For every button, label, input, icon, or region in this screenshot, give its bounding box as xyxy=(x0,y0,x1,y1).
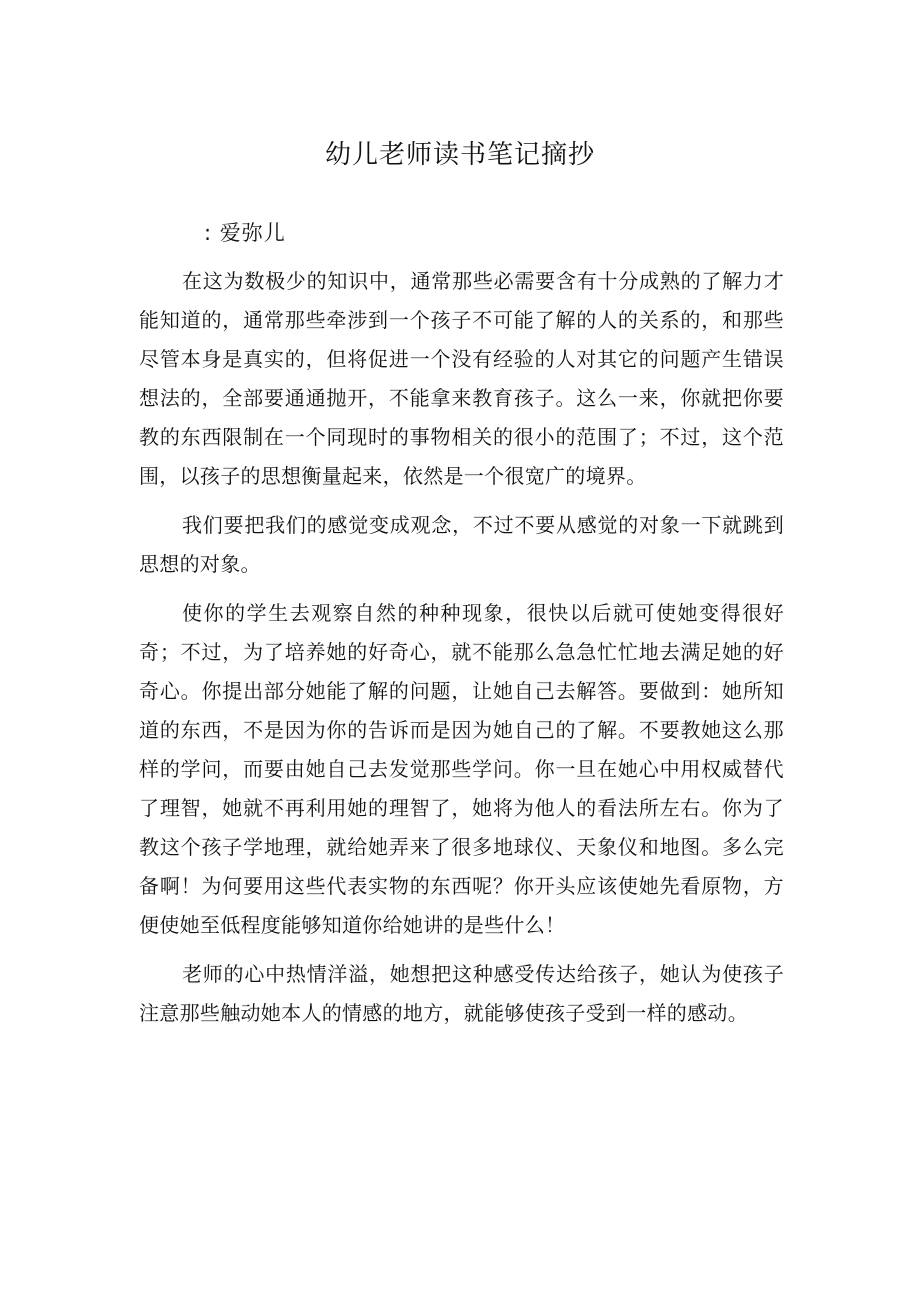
document-title: 幼儿老师读书笔记摘抄 xyxy=(324,140,595,171)
paragraph-4: 老师的心中热情洋溢，她想把这种感受传达给孩子，她认为使孩子注意那些触动她本人的情感的地方，就能够使孩子受到一样的感动。 xyxy=(139,961,784,1025)
paragraph-3: 使你的学生去观察自然的种种现象，很快以后就可使她变得很好奇；不过，为了培养她的好奇心，就不能那么急急忙忙地去满足她的好奇心。你提出部分她能了解的问题，让她自己去解答。要做到：她所知道的东西，不是因为你的告诉而是因为她自己的了解。不要教她这么那样的学问，而要由她自己去发觉那些学问。你一旦在她心中用权威替代了理智，她就不再利用她的理智了，她将为他人的看法所左右。你为了教这个孩子学地理，就给她弄来了很多地球仪、天象仪和地图。多么完备啊！为何要用这些代表实物的东西呢？你开头应该使她先看原物，方便使她至低程度能够知道你给她讲的是些什么！ xyxy=(139,601,784,937)
author-line: : 爱弥儿 xyxy=(204,221,286,245)
document-body xyxy=(139,262,784,1033)
paragraph-1: 在这为数极少的知识中，通常那些必需要含有十分成熟的了解力才能知道的，通常那些牵涉到一个孩子不可能了解的人的关系的，和那些尽管本身是真实的，但将促进一个没有经验的人对其它的问题产生错误想法的，全部要通通抛开，不能拿来教育孩子。这么一来，你就把你要教的东西限制在一个同现时的事物相关的很小的范围了；不过，这个范围，以孩子的思想衡量起来，依然是一个很宽广的境界。 xyxy=(139,269,784,488)
paragraph-2: 我们要把我们的感觉变成观念，不过不要从感觉的对象一下就跳到思想的对象。 xyxy=(139,512,784,576)
